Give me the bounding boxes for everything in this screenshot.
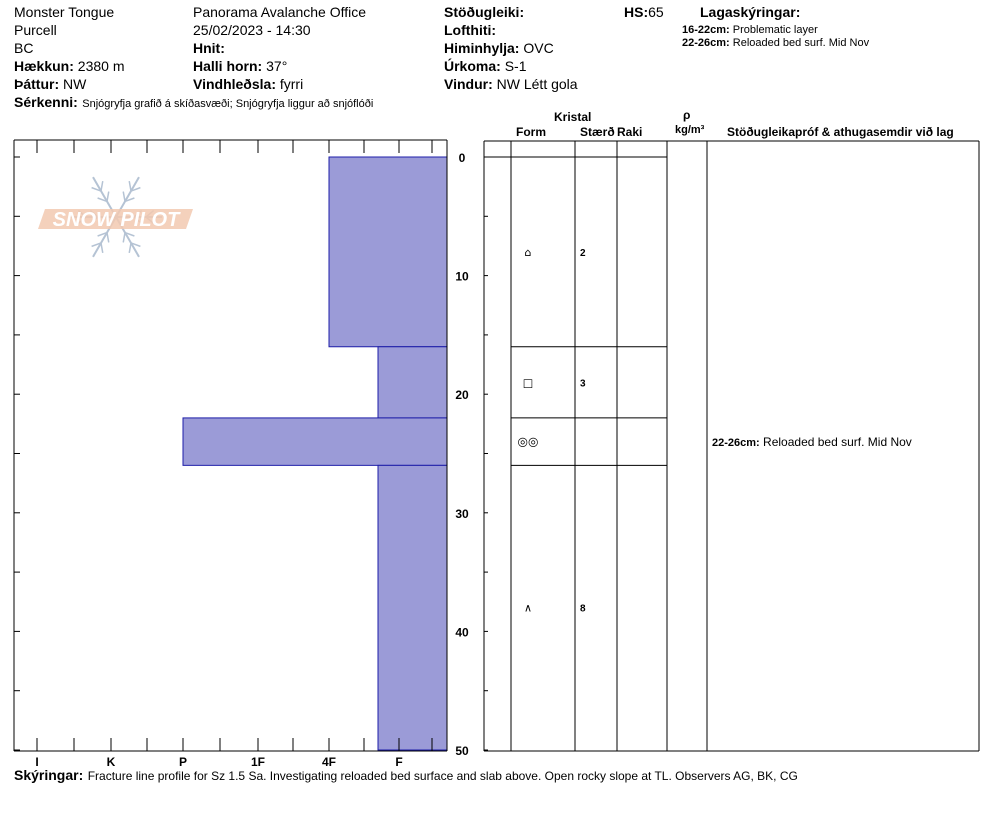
features-value: Snjógryfja grafið á skíðasvæði; Snjógryfja liggur að snjóflóði <box>82 98 374 110</box>
precip-label: Úrkoma: <box>444 58 501 74</box>
layer-comment <box>712 436 912 449</box>
depth-tick-label: 50 <box>455 744 469 758</box>
footer-label: Skýringar: <box>14 767 84 783</box>
elevation-label: Hækkun: <box>14 58 74 74</box>
snowflake-branch <box>101 243 103 253</box>
hs-value: 65 <box>648 4 664 20</box>
operation: Panorama Avalanche Office <box>193 4 367 20</box>
depth-tick-label: 30 <box>455 506 469 521</box>
snowflake-branch <box>107 233 109 243</box>
density-unit: kg/m³ <box>675 124 705 136</box>
depth-tick-label: 0 <box>458 151 466 165</box>
density-symbol: ρ <box>683 108 691 122</box>
layer-comment-range: 22-26cm: <box>712 436 760 449</box>
location: Monster Tongue <box>14 4 115 20</box>
depth-tick-label: 20 <box>455 388 469 403</box>
range: Purcell <box>14 22 57 38</box>
features-label: Sérkenni: <box>14 94 78 110</box>
layer-comment-text: Reloaded bed surf. Mid Nov <box>763 434 912 449</box>
wind-label: Vindur: <box>444 76 493 92</box>
hardness-bar-2 <box>183 418 447 465</box>
precip-value: S-1 <box>504 58 527 74</box>
aspect-value: NW <box>63 76 87 92</box>
snowpilot-watermark <box>38 177 193 257</box>
sky-value: OVC <box>523 40 554 56</box>
depth-tick-label: 10 <box>455 269 469 284</box>
footer-text: Fracture line profile for Sz 1.5 Sa. Investigating reloaded bed surface and slab above. Open rocky slope at TL. Observers AG, BK, CG <box>87 769 798 783</box>
elevation-value: 2380 m <box>77 58 125 74</box>
snowflake-branch <box>123 192 125 202</box>
layer-note-range: 22-26cm: <box>682 37 730 49</box>
depth-tick-label: 40 <box>455 625 469 640</box>
grain-form-symbol: ◎◎ <box>517 434 539 449</box>
wind-loading-value: fyrri <box>279 76 304 92</box>
sky-label: Himinhylja: <box>444 40 520 56</box>
hardness-tick-label: P <box>178 755 188 769</box>
hardness-tick-label: 1F <box>250 755 266 769</box>
hardness-bar-1 <box>378 347 447 418</box>
grain-size-value: 2 <box>580 247 586 259</box>
snowflake-branch <box>129 181 131 191</box>
wind-value: NW Létt gola <box>496 76 578 92</box>
layer-notes-title: Lagaskýringar: <box>700 4 801 20</box>
hardness-tick-label: 4F <box>321 755 337 769</box>
aspect-label: Þáttur: <box>14 76 60 92</box>
grain-size-value: 8 <box>580 603 586 615</box>
layer-note-text: Reloaded bed surf. Mid Nov <box>732 37 870 49</box>
moisture-header: Raki <box>617 125 643 139</box>
crystal-header: Kristal <box>554 110 592 124</box>
tests-header: Stöðugleikapróf & athugasemdir við lag <box>727 125 954 139</box>
hardness-bar-0 <box>329 157 447 347</box>
grain-form-symbol: □ <box>522 376 534 390</box>
layer-note-text: Problematic layer <box>732 24 818 36</box>
snowflake-branch <box>107 192 109 202</box>
snowflake-branch <box>123 233 125 243</box>
hardness-bar-3 <box>378 465 447 750</box>
layer-note-range: 16-22cm: <box>682 24 730 36</box>
grain-size-value: 3 <box>580 378 586 390</box>
province: BC <box>14 40 34 56</box>
snowflake-branch <box>101 181 103 191</box>
hs-label: HS: <box>624 4 649 20</box>
grain-form-symbol: ∧ <box>523 601 533 615</box>
wind-loading-label: Vindhleðsla: <box>193 76 276 92</box>
datetime: 25/02/2023 - 14:30 <box>193 22 311 38</box>
air-temp-label: Lofthiti: <box>444 22 497 38</box>
form-header: Form <box>516 125 546 139</box>
slope-value: 37° <box>266 58 288 74</box>
snowflake-branch <box>129 243 131 253</box>
grain-form-symbol: ⌂ <box>524 245 532 259</box>
hardness-tick-label: F <box>395 755 403 769</box>
hardness-tick-label: K <box>106 755 116 769</box>
stability-label: Stöðugleiki: <box>444 4 525 20</box>
watermark-text: SNOW PILOT <box>52 209 180 231</box>
slope-label: Halli horn: <box>193 58 263 74</box>
size-header: Stærð <box>580 125 615 139</box>
coords-label: Hnit: <box>193 40 225 56</box>
footer <box>14 768 798 784</box>
hardness-tick-label: I <box>35 755 39 769</box>
